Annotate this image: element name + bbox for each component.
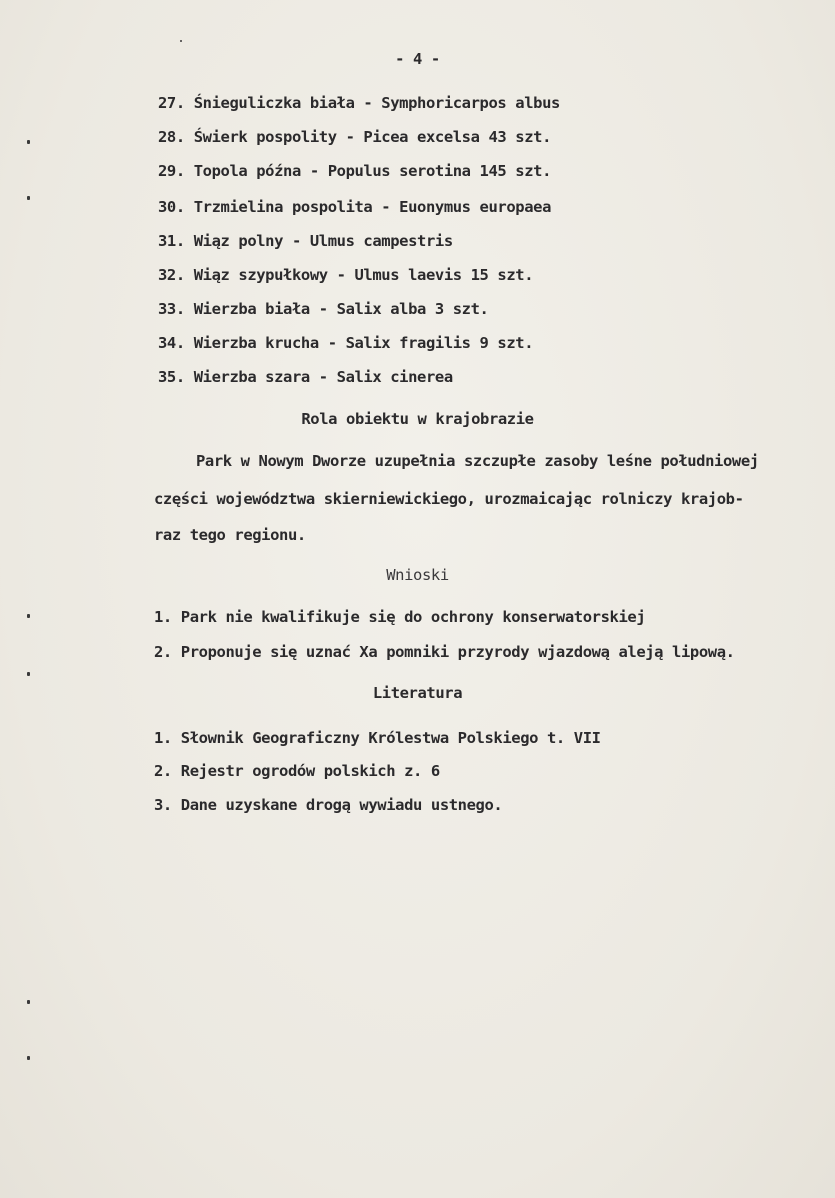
literature-item: 2. Rejestr ogrodów polskich z. 6	[154, 762, 440, 780]
paragraph-line: raz tego regionu.	[154, 526, 306, 544]
margin-speck	[27, 1056, 30, 1060]
margin-speck	[27, 196, 30, 200]
section-heading-conclusions: Wnioski	[386, 566, 449, 584]
margin-speck	[27, 140, 30, 144]
section-heading-role: Rola obiektu w krajobrazie	[301, 410, 534, 428]
literature-item: 3. Dane uzyskane drogą wywiadu ustnego.	[154, 796, 503, 814]
conclusion-item: 1. Park nie kwalifikuje się do ochrony konserwatorskiej	[154, 608, 646, 626]
paragraph-line: Park w Nowym Dworze uzupełnia szczupłe zasoby leśne południowej	[196, 452, 759, 470]
section-heading-literature: Literatura	[372, 684, 463, 702]
species-item: 28. Świerk pospolity - Picea excelsa 43 szt.	[158, 128, 551, 146]
species-item: 32. Wiąz szypułkowy - Ulmus laevis 15 szt.	[158, 266, 534, 284]
species-item: 27. Śnieguliczka biała - Symphoricarpos albus	[158, 94, 560, 112]
conclusion-item: 2. Proponuje się uznać Xa pomniki przyrody wjazdową aleją lipową.	[154, 643, 735, 661]
margin-speck	[27, 1000, 30, 1004]
species-item: 30. Trzmielina pospolita - Euonymus europaea	[158, 198, 551, 216]
literature-item: 1. Słownik Geograficzny Królestwa Polskiego t. VII	[154, 729, 601, 747]
margin-speck	[180, 40, 182, 42]
species-item: 34. Wierzba krucha - Salix fragilis 9 szt.	[158, 334, 534, 352]
species-item: 29. Topola późna - Populus serotina 145 szt.	[158, 162, 551, 180]
species-item: 35. Wierzba szara - Salix cinerea	[158, 368, 453, 386]
margin-speck	[27, 614, 30, 618]
paragraph-line: części województwa skierniewickiego, urozmaicając rolniczy krajob-	[154, 490, 744, 508]
species-item: 31. Wiąz polny - Ulmus campestris	[158, 232, 453, 250]
margin-speck	[27, 672, 30, 676]
page-number: - 4 -	[395, 50, 440, 68]
species-item: 33. Wierzba biała - Salix alba 3 szt.	[158, 300, 489, 318]
